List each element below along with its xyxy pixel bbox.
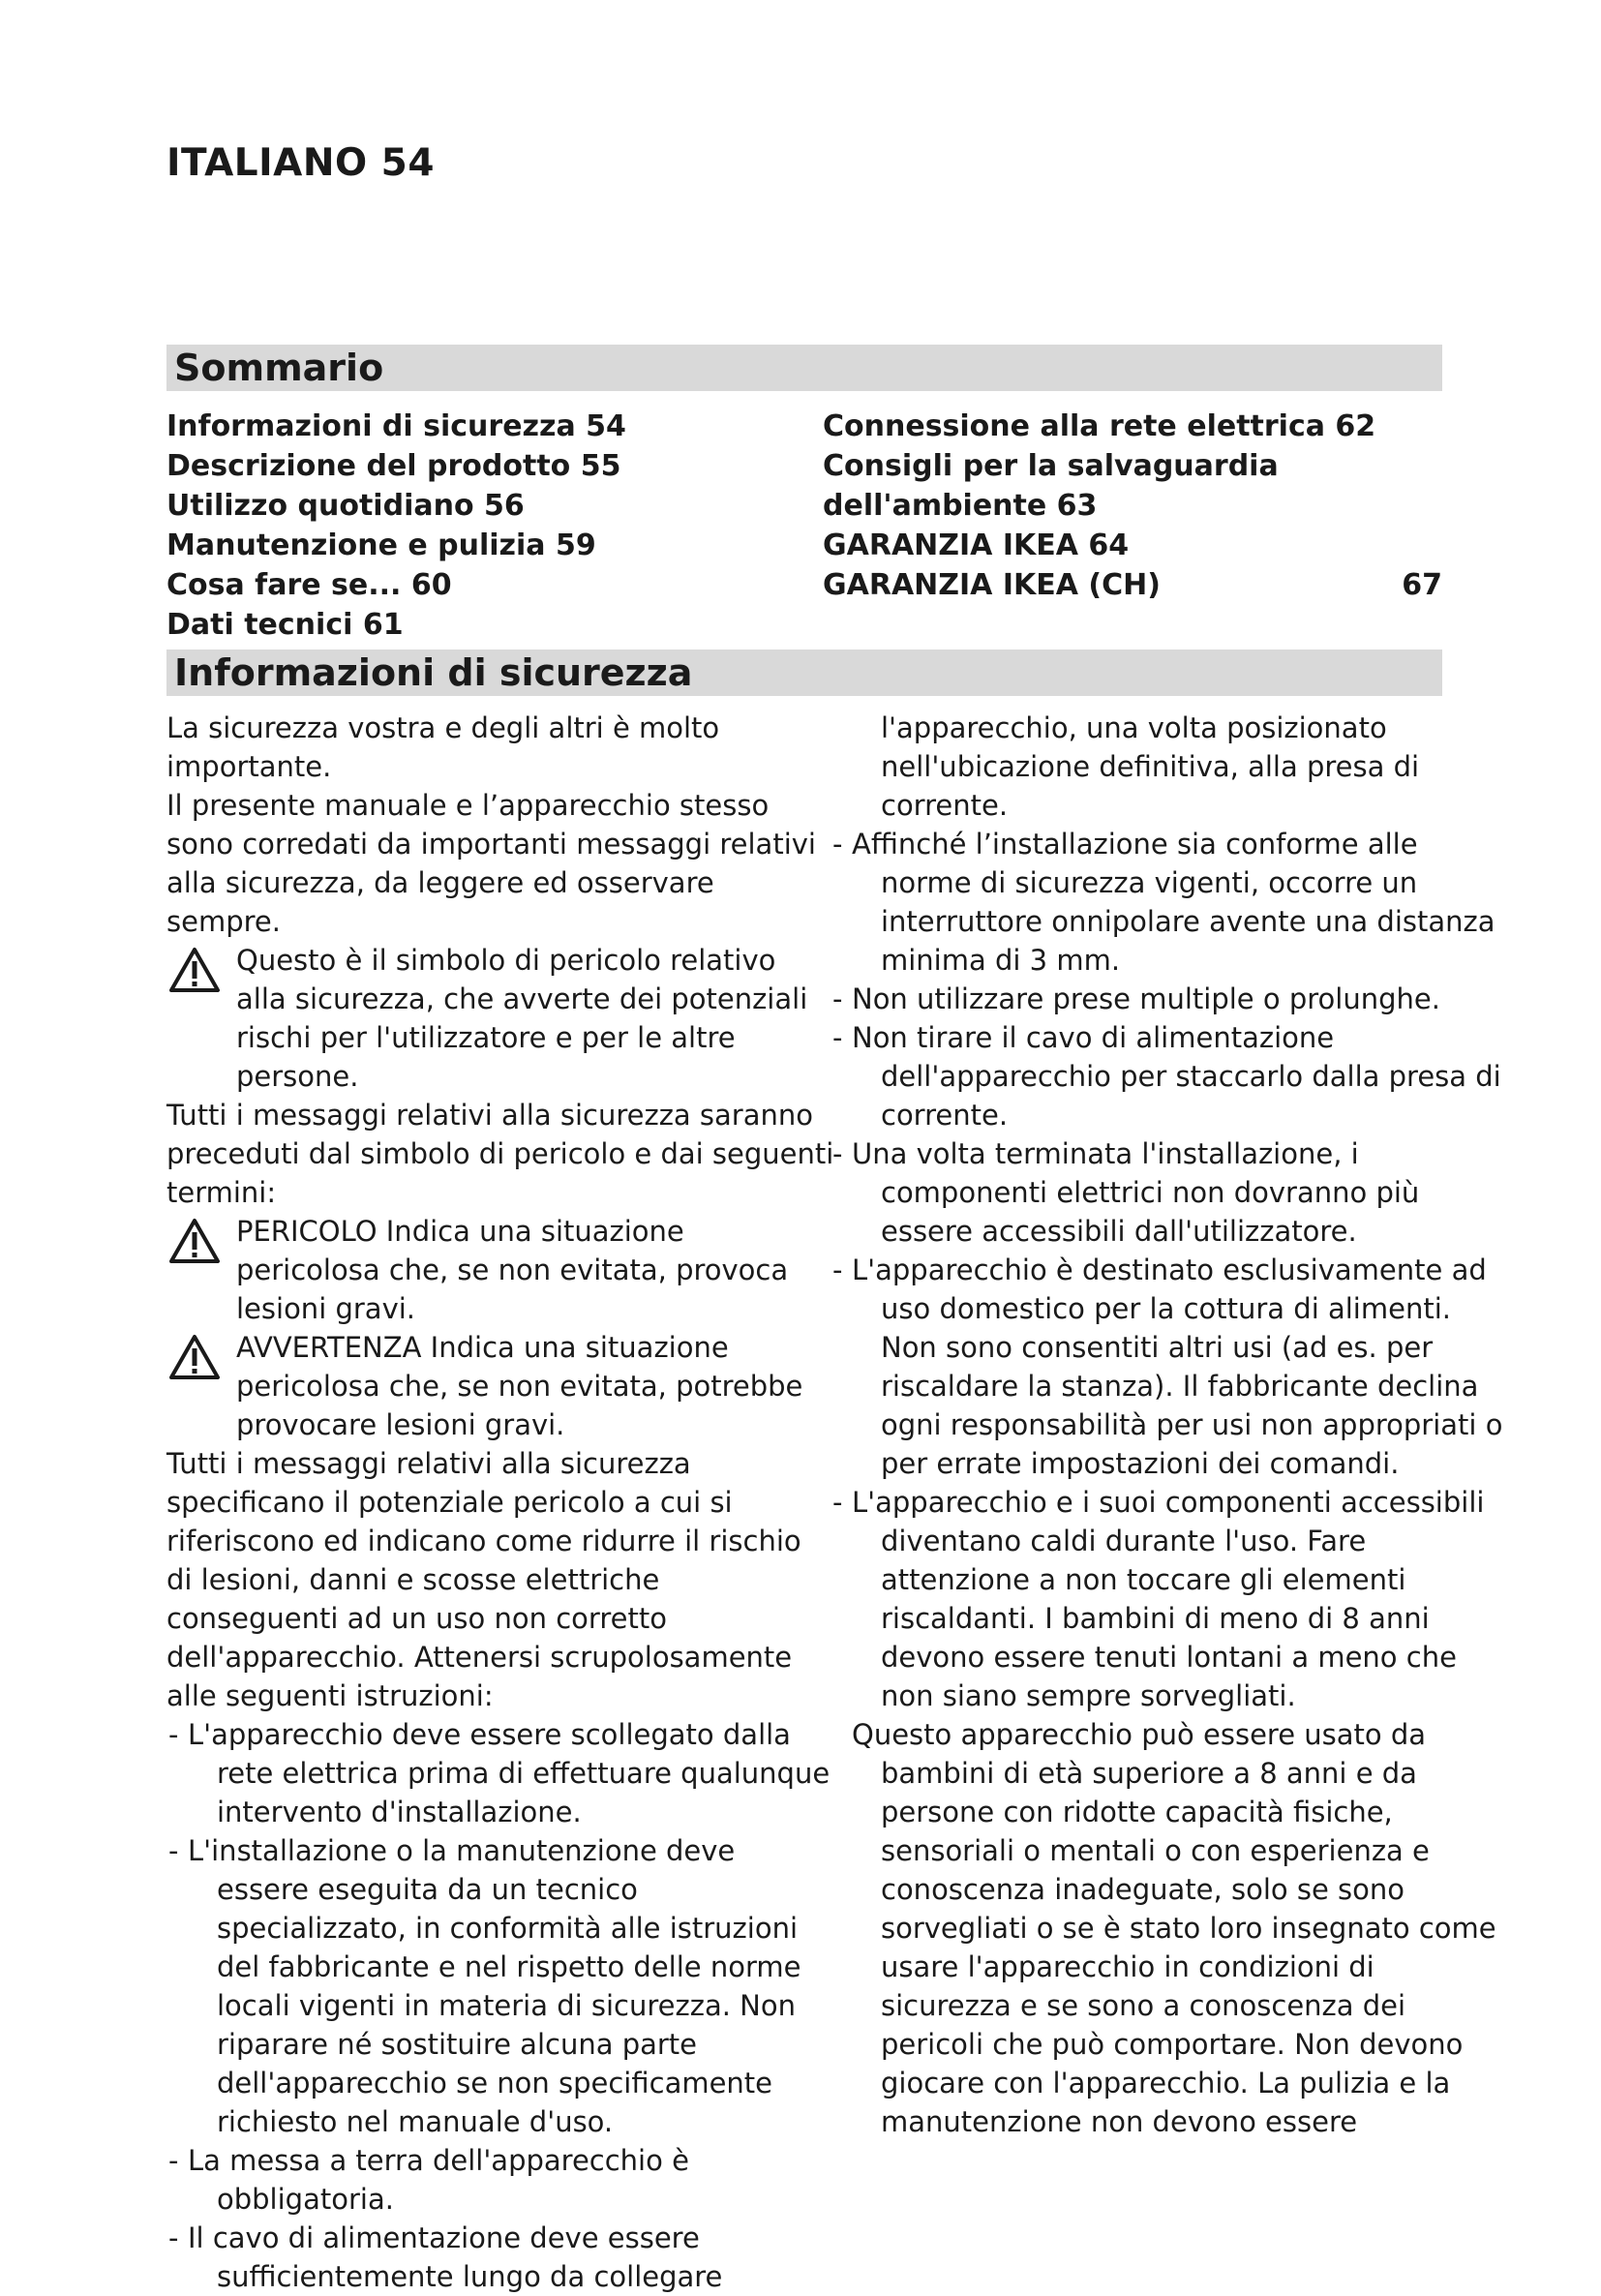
right-text-column bbox=[831, 709, 1508, 2141]
safety-heading-bar bbox=[166, 650, 1442, 696]
toc-item[interactable]: Connessione alla rete elettrica 62 bbox=[823, 409, 1376, 443]
warning-note bbox=[166, 1328, 834, 1444]
toc-item[interactable]: Descrizione del prodotto 55 bbox=[166, 449, 621, 483]
page-title: ITALIANO 54 bbox=[166, 141, 435, 185]
toc-item-label: GARANZIA IKEA (CH) bbox=[823, 568, 1161, 602]
toc-left-column bbox=[166, 407, 796, 645]
danger-text: PERICOLO Indica una situazione pericolosa che, se non evitata, provoca lesioni gravi. bbox=[236, 1215, 789, 1325]
children-usage-text: Questo apparecchio può essere usato da bambini di età superiore a 8 anni e da persone con ridotte capacità fisiche, sensoriali o mentali o con esperienza e conoscenza inadeguate, solo se sono sorvegliati o se è stato loro insegnato come usare l'apparecchio in condizioni di sicurezza e se sono a conoscenza dei pericoli che può comportare. Non devono giocare con l'apparecchio. La pulizia e la manutenzione non devono essere bbox=[852, 1718, 1496, 2138]
toc-item[interactable]: Informazioni di sicurezza 54 bbox=[166, 409, 626, 443]
toc-item-garanzia-ch[interactable] bbox=[823, 565, 1442, 605]
toc-item-page: 67 bbox=[1402, 568, 1442, 602]
summary-heading-bar bbox=[166, 345, 1442, 391]
toc-item[interactable]: Consigli per la salvaguardia bbox=[823, 449, 1279, 483]
safety-intro-1: La sicurezza vostra e degli altri è molto importante. bbox=[166, 711, 720, 783]
list-item: - La messa a terra dell'apparecchio è obbligatoria. bbox=[166, 2141, 834, 2219]
toc-item[interactable]: Manutenzione e pulizia 59 bbox=[166, 529, 596, 562]
toc-item[interactable]: Utilizzo quotidiano 56 bbox=[166, 489, 525, 523]
toc-item[interactable]: Dati tecnici 61 bbox=[166, 608, 404, 642]
list-item: - Non utilizzare prese multiple o prolunghe. bbox=[831, 980, 1508, 1018]
list-item: - Una volta terminata l'installazione, i componenti elettrici non dovranno più essere accessibili dall'utilizzatore. bbox=[831, 1134, 1508, 1251]
toc-right-column bbox=[823, 407, 1442, 605]
safety-heading: Informazioni di sicurezza bbox=[174, 651, 693, 694]
warning-triangle-icon bbox=[168, 1334, 221, 1380]
safety-intro-3: Tutti i messaggi relativi alla sicurezza saranno preceduti dal simbolo di pericolo e dai seguenti termini: bbox=[166, 1099, 834, 1209]
warning-text: AVVERTENZA Indica una situazione pericolosa che, se non evitata, potrebbe provocare lesioni gravi. bbox=[236, 1331, 803, 1441]
left-text-column bbox=[166, 709, 834, 2296]
danger-note bbox=[166, 1212, 834, 1328]
list-item: - L'apparecchio e i suoi componenti accessibili diventano caldi durante l'uso. Fare attenzione a non toccare gli elementi riscaldanti. I bambini di meno di 8 anni devono essere tenuti lontani a meno che non siano sempre sorvegliati. bbox=[831, 1483, 1508, 1715]
list-item: - L'installazione o la manutenzione deve essere eseguita da un tecnico specializzato, in conformità alle istruzioni del fabbricante e nel rispetto delle norme locali vigenti in materia di sicurezza. Non riparare né sostituire alcuna parte dell'apparecchio se non specificamente richiesto nel manuale d'uso. bbox=[166, 1831, 834, 2141]
safety-intro-4: Tutti i messaggi relativi alla sicurezza specificano il potenziale pericolo a cui si riferiscono ed indicano come ridurre il rischio di lesioni, danni e scosse elettriche conseguenti ad un uso non corretto dell'apparecchio. Attenersi scrupolosamente alle seguenti istruzioni: bbox=[166, 1447, 801, 1712]
safety-intro-2: Il presente manuale e l’apparecchio stesso sono corredati da importanti messaggi relativi alla sicurezza, da leggere ed osservare sempre. bbox=[166, 789, 816, 938]
continued-text: l'apparecchio, una volta posizionato nell'ubicazione definitiva, alla presa di corrente. bbox=[881, 711, 1420, 822]
toc-item[interactable]: GARANZIA IKEA 64 bbox=[823, 529, 1130, 562]
list-item: - L'apparecchio deve essere scollegato dalla rete elettrica prima di effettuare qualunque intervento d'installazione. bbox=[166, 1715, 834, 1831]
list-item: - Il cavo di alimentazione deve essere sufficientemente lungo da collegare bbox=[166, 2219, 834, 2296]
right-bullet-list bbox=[831, 825, 1508, 1715]
list-item: - L'apparecchio è destinato esclusivamente ad uso domestico per la cottura di alimenti. Non sono consentiti altri usi (ad es. per riscaldare la stanza). Il fabbricante declina ogni responsabilità per usi non appropriati o per errate impostazioni dei comandi. bbox=[831, 1251, 1508, 1483]
warning-triangle-icon bbox=[168, 1218, 221, 1264]
summary-heading: Sommario bbox=[174, 347, 384, 389]
toc-item[interactable]: dell'ambiente 63 bbox=[823, 489, 1098, 523]
warning-triangle-icon bbox=[168, 947, 221, 993]
list-item: - Affinché l’installazione sia conforme alle norme di sicurezza vigenti, occorre un interruttore onnipolare avente una distanza minima di 3 mm. bbox=[831, 825, 1508, 980]
list-item: - Non tirare il cavo di alimentazione dell'apparecchio per staccarlo dalla presa di corrente. bbox=[831, 1018, 1508, 1134]
danger-symbol-note bbox=[166, 941, 834, 1096]
left-bullet-list bbox=[166, 1715, 834, 2296]
toc-item[interactable]: Cosa fare se... 60 bbox=[166, 568, 452, 602]
danger-symbol-text: Questo è il simbolo di pericolo relativo alla sicurezza, che avverte dei potenziali rischi per l'utilizzatore e per le altre persone. bbox=[236, 944, 808, 1093]
